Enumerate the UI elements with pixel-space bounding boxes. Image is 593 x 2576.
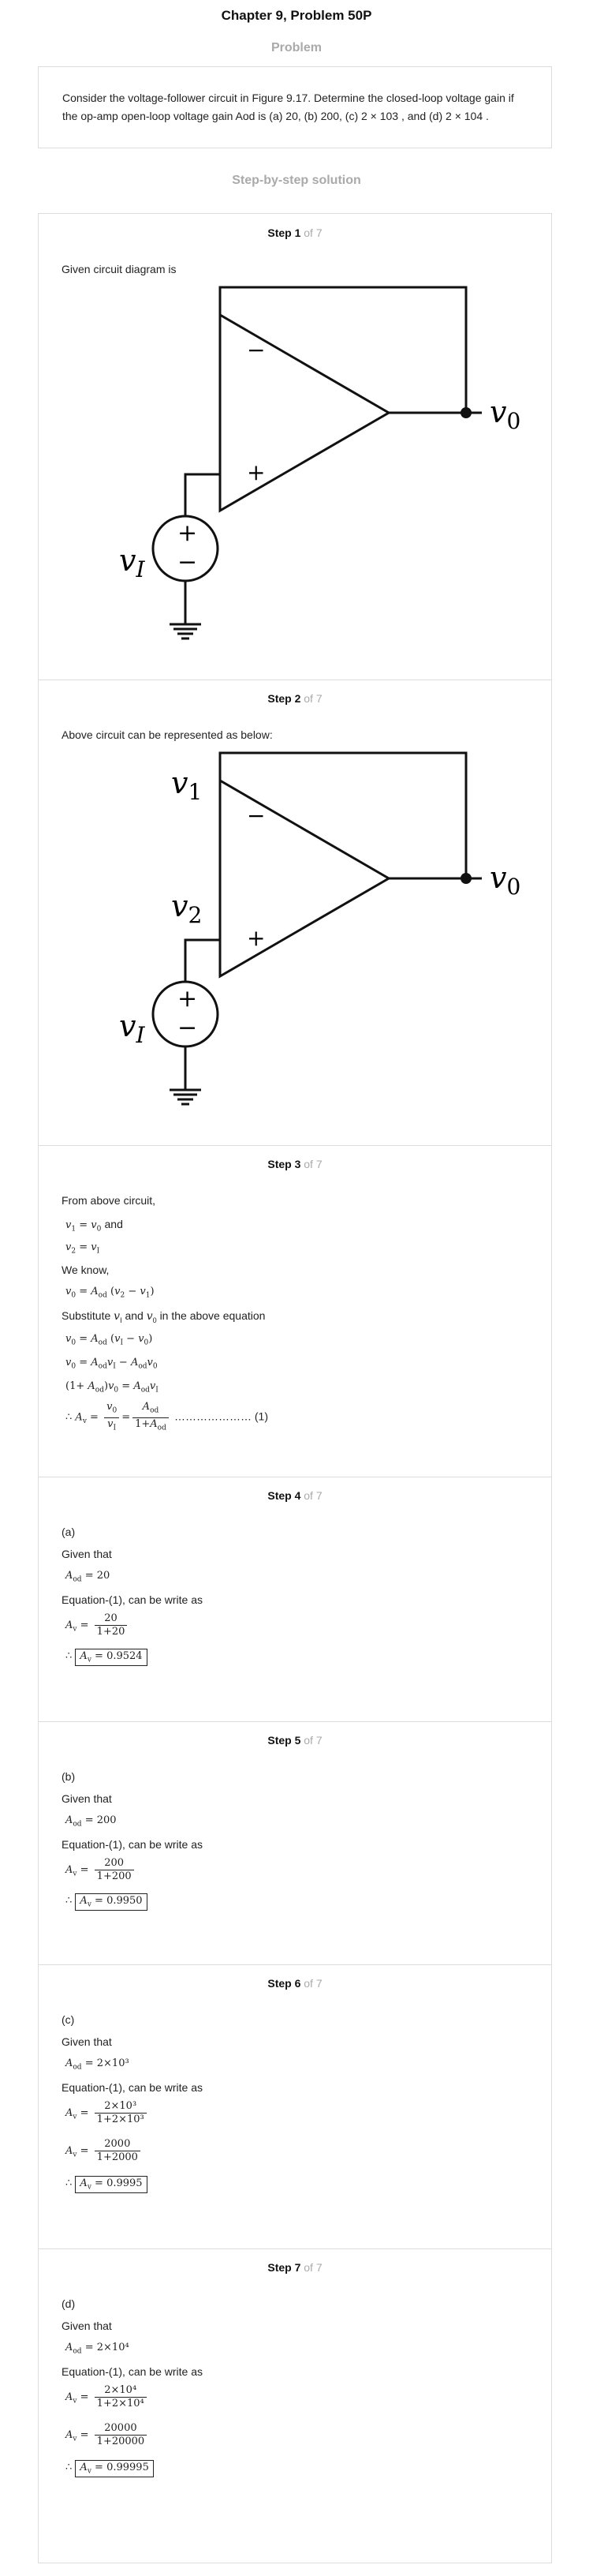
v1-label: $v_1$ bbox=[171, 766, 203, 805]
step-7: Step 7 of 7 (d) Given that $A_{od} = 2\times 10^4$ Equation-(1), can be write as $A_v$ = $\frac{\text{2×10⁴}}{\text{1+2×10⁴}}$ $A_v$ = $\frac{20000}{1+20000}$ ∴ $A_v = 0.99995$ bbox=[39, 2248, 551, 2563]
source-plus: + bbox=[177, 519, 198, 547]
step-3: Step 3 of 7 From above circuit, $v_1 = v_0$ and $v_2 = v_I$ We know, $v_0 = A_{od}$ $(v_2 - v_1)$ Substitute $v_I$ and $v_0$ in the above equation $v_0 = A_{od}$ $(v_I - v_0)$ $v_0 = A_{od}v_I - A_{od}v_0$ $(1+ A_{od})v_0 = A_{od}v_I$ ∴ $A_v$ = $\frac{v_0}{v_I}$ = $\frac{A_{od}}{1+A_{od}}$ ………………… (1) bbox=[39, 1145, 551, 1477]
svg-text:+: + bbox=[247, 925, 266, 951]
result-c: ∴ $A_v = 0.9995$ bbox=[65, 2176, 147, 2193]
step-2-text: Above circuit can be represented as below: bbox=[62, 728, 273, 741]
result-d: ∴ $A_v = 0.99995$ bbox=[65, 2460, 154, 2477]
step-5: Step 5 of 7 (b) Given that $A_{od} = 200$ Equation-(1), can be write as $A_v$ = $\frac{200}{1+200}$ ∴ $A_v = 0.9950$ bbox=[39, 1721, 551, 1965]
vi-label: $v_I$ bbox=[119, 543, 145, 582]
solution-heading: Step-by-step solution bbox=[232, 174, 361, 187]
eq-v2-vI: $v_2 = v_I$ bbox=[65, 1241, 100, 1256]
step-3-header: Step 3 of 7 bbox=[267, 1158, 323, 1170]
step-1 bbox=[39, 214, 551, 680]
voltage-follower-circuit bbox=[39, 214, 551, 680]
step-5-header: Step 5 of 7 bbox=[267, 1734, 323, 1747]
problem-heading: Problem bbox=[270, 41, 322, 54]
steps-container bbox=[38, 213, 552, 2563]
svg-text:−: − bbox=[247, 803, 266, 829]
vo-label: $v_0$ bbox=[490, 860, 521, 900]
step-6: Step 6 of 7 (c) Given that $A_{od} = 2\times 10^3$ Equation-(1), can be write as $A_v$ = $\frac{\text{2×10³}}{\text{1+2×10³}}$ $A_v$ = $\frac{2000}{1+2000}$ ∴ $A_v = 0.9995$ bbox=[39, 1964, 551, 2249]
step-6-header: Step 6 of 7 bbox=[267, 1977, 323, 1990]
step-4: Step 4 of 7 (a) Given that $A_{od} = 20$ Equation-(1), can be write as $A_v$ = $\frac{20}{1+20}$ ∴ $A_v = 0.9524$ bbox=[39, 1477, 551, 1722]
step-7-header: Step 7 of 7 bbox=[267, 2261, 323, 2274]
problem-text: Consider the voltage-follower circuit in Figure 9.17. Determine the closed-loop voltage gain if the op-amp open-loop voltage gain Aod is (a) 20, (b) 200, (c) 2 × 103 , and (d) 2 × 104 . bbox=[62, 92, 514, 122]
step-2 bbox=[39, 680, 551, 1146]
page-title: Chapter 9, Problem 50P bbox=[221, 8, 372, 23]
minus-sign: − bbox=[247, 337, 266, 363]
step-1-text: Given circuit diagram is bbox=[62, 263, 177, 275]
eq-opamp: $v_0 = A_{od}$ $(v_2 - v_1)$ bbox=[65, 1286, 155, 1300]
step-1-header: Step 1 of 7 bbox=[267, 227, 323, 239]
result-a: ∴ $A_v = 0.9524$ bbox=[65, 1649, 147, 1666]
substitute-line: Substitute $v_I$ and $v_0$ in the above equation bbox=[62, 1309, 266, 1324]
source-minus: − bbox=[177, 549, 198, 576]
step-4-header: Step 4 of 7 bbox=[267, 1489, 323, 1502]
svg-text:+: + bbox=[177, 985, 198, 1013]
svg-text:−: − bbox=[177, 1014, 198, 1042]
labeled-circuit bbox=[39, 680, 551, 1145]
step-2-header: Step 2 of 7 bbox=[267, 692, 323, 705]
v2-label: $v_2$ bbox=[171, 889, 203, 928]
plus-sign: + bbox=[247, 459, 266, 485]
problem-panel bbox=[38, 66, 552, 148]
vi-label: $v_I$ bbox=[119, 1009, 145, 1048]
vo-label: $v_0$ bbox=[490, 395, 521, 434]
equation-1: ∴ $A_v$ = $\frac{v_0}{v_I}$ = $\frac{A_{od}}{1+A_{od}}$ ………………… (1) bbox=[65, 1401, 268, 1432]
result-b: ∴ $A_v = 0.9950$ bbox=[65, 1893, 147, 1911]
eq-v1-v0: $v_1 = v_0$ and bbox=[65, 1218, 123, 1234]
